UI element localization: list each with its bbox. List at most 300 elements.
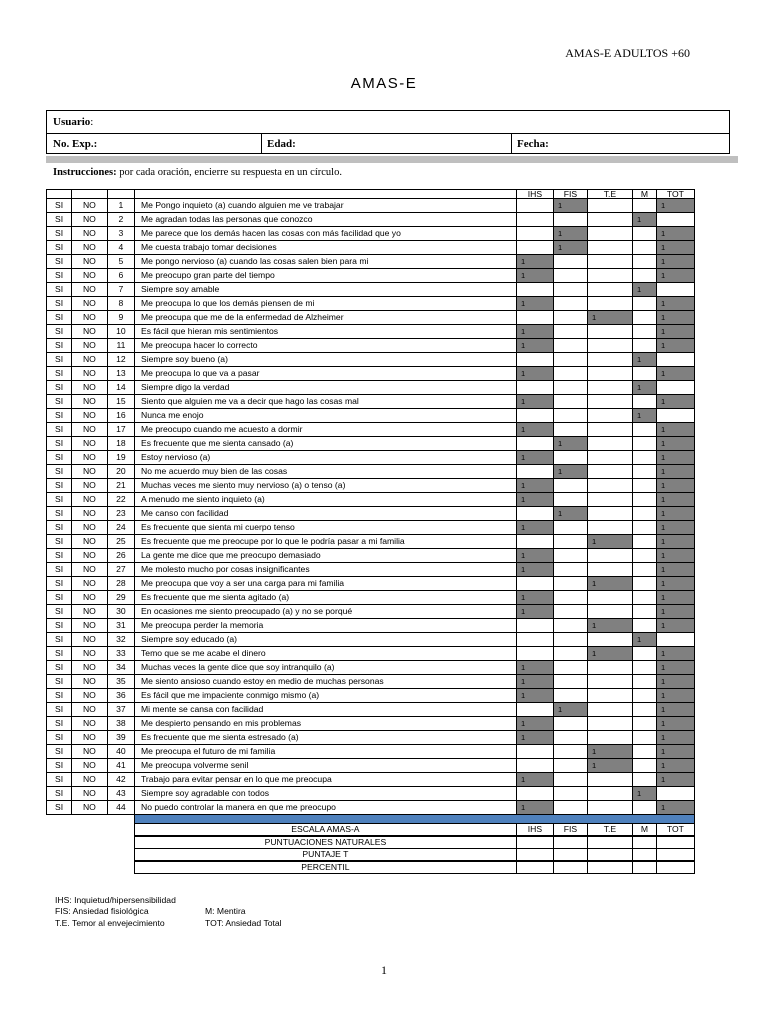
score-cell: [632, 758, 657, 773]
score-cell: [516, 310, 554, 325]
score-cell: [632, 730, 657, 745]
score-mark-m: 1: [632, 786, 657, 801]
item-text: [134, 408, 517, 423]
score-cell: [553, 338, 588, 353]
answer-no[interactable]: NO: [71, 800, 108, 815]
score-cell: [587, 394, 633, 409]
score-cell: [587, 674, 633, 689]
score-cell: [587, 254, 633, 269]
score-cell: [587, 226, 633, 241]
score-cell: [553, 646, 588, 661]
score-mark-fis: 1: [553, 464, 588, 479]
score-cell: [632, 240, 657, 255]
score-mark-tot: 1: [656, 562, 695, 577]
answer-si[interactable]: SI: [46, 646, 72, 661]
answer-no[interactable]: NO: [71, 660, 108, 675]
score-cell: [632, 226, 657, 241]
answer-si[interactable]: SI: [46, 548, 72, 563]
item-number: 11: [107, 338, 135, 353]
item-number: 19: [107, 450, 135, 465]
score-mark-fis: 1: [553, 226, 588, 241]
answer-no[interactable]: NO: [71, 758, 108, 773]
answer-si[interactable]: SI: [46, 604, 72, 619]
score-mark-te: 1: [587, 576, 633, 591]
answer-si[interactable]: SI: [46, 380, 72, 395]
score-cell: [516, 786, 554, 801]
summary-column-header: IHS: [516, 823, 554, 836]
answer-no[interactable]: NO: [71, 590, 108, 605]
score-mark-tot: 1: [656, 702, 695, 717]
question-text: No puedo controlar la manera en que me preocupo: [141, 802, 336, 813]
score-cell: [553, 534, 588, 549]
item-number: 6: [107, 268, 135, 283]
score-mark-tot: 1: [656, 604, 695, 619]
item-text: [134, 310, 517, 325]
answer-no[interactable]: NO: [71, 380, 108, 395]
score-cell: [587, 786, 633, 801]
summary-score-field[interactable]: [632, 848, 657, 861]
score-mark-ihs: 1: [516, 674, 554, 689]
summary-row-label: PUNTAJE T: [134, 848, 517, 861]
answer-no[interactable]: NO: [71, 352, 108, 367]
usuario-label: Usuario: [53, 116, 91, 128]
answer-si[interactable]: SI: [46, 478, 72, 493]
question-text: Me parece que los demás hacen las cosas con más facilidad que yo: [141, 228, 401, 239]
item-number: 24: [107, 520, 135, 535]
summary-column-header: T.E: [587, 823, 633, 836]
summary-score-field[interactable]: [587, 848, 633, 861]
item-text: [134, 632, 517, 647]
score-cell: [553, 492, 588, 507]
item-text: [134, 730, 517, 745]
exp-label: No. Exp.:: [53, 137, 98, 150]
item-number: 4: [107, 240, 135, 255]
answer-no[interactable]: NO: [71, 324, 108, 339]
answer-no[interactable]: NO: [71, 562, 108, 577]
item-text: [134, 394, 517, 409]
answer-si[interactable]: SI: [46, 422, 72, 437]
usuario-row: [47, 111, 729, 134]
answer-no[interactable]: NO: [71, 338, 108, 353]
question-text: Me preocupa el futuro de mi familia: [141, 746, 276, 757]
question-text: Me siento ansioso cuando estoy en medio de muchas personas: [141, 676, 384, 687]
item-text: [134, 436, 517, 451]
summary-score-field[interactable]: [516, 836, 554, 849]
summary-score-field[interactable]: [553, 836, 588, 849]
score-mark-tot: 1: [656, 520, 695, 535]
answer-si[interactable]: SI: [46, 450, 72, 465]
answer-si[interactable]: SI: [46, 730, 72, 745]
answer-no[interactable]: NO: [71, 506, 108, 521]
item-text: [134, 506, 517, 521]
answer-si[interactable]: SI: [46, 576, 72, 591]
score-cell: [587, 716, 633, 731]
item-number: 41: [107, 758, 135, 773]
score-cell: [632, 674, 657, 689]
answer-si[interactable]: SI: [46, 436, 72, 451]
summary-score-field[interactable]: [516, 861, 554, 874]
answer-no[interactable]: NO: [71, 744, 108, 759]
question-text: Es frecuente que sienta mi cuerpo tenso: [141, 522, 295, 533]
answer-si[interactable]: SI: [46, 758, 72, 773]
item-text: [134, 212, 517, 227]
item-text: [134, 758, 517, 773]
answer-no[interactable]: NO: [71, 254, 108, 269]
answer-si[interactable]: SI: [46, 744, 72, 759]
score-mark-te: 1: [587, 744, 633, 759]
answer-si[interactable]: SI: [46, 198, 72, 213]
score-cell: [587, 282, 633, 297]
score-cell: [632, 478, 657, 493]
score-cell: [632, 576, 657, 591]
question-text: Siempre soy educado (a): [141, 634, 238, 645]
answer-si[interactable]: SI: [46, 562, 72, 577]
item-number: 28: [107, 576, 135, 591]
answer-no[interactable]: NO: [71, 408, 108, 423]
score-cell: [587, 478, 633, 493]
score-cell: [587, 562, 633, 577]
answer-no[interactable]: NO: [71, 478, 108, 493]
score-mark-tot: 1: [656, 660, 695, 675]
answer-si[interactable]: SI: [46, 240, 72, 255]
answer-si[interactable]: SI: [46, 772, 72, 787]
answer-no[interactable]: NO: [71, 548, 108, 563]
question-text: Nunca me enojo: [141, 410, 204, 421]
item-text: [134, 296, 517, 311]
edad-label: Edad:: [267, 137, 296, 150]
item-number: 12: [107, 352, 135, 367]
score-mark-m: 1: [632, 352, 657, 367]
answer-si[interactable]: SI: [46, 702, 72, 717]
answer-si[interactable]: SI: [46, 492, 72, 507]
score-cell: [553, 800, 588, 815]
answer-si[interactable]: SI: [46, 674, 72, 689]
score-mark-tot: 1: [656, 618, 695, 633]
score-mark-tot: 1: [656, 226, 695, 241]
score-cell: [587, 506, 633, 521]
score-cell: [587, 296, 633, 311]
answer-no[interactable]: NO: [71, 394, 108, 409]
score-cell: [553, 548, 588, 563]
score-cell: [516, 380, 554, 395]
answer-no[interactable]: NO: [71, 492, 108, 507]
answer-no[interactable]: NO: [71, 268, 108, 283]
item-text: [134, 282, 517, 297]
score-mark-te: 1: [587, 310, 633, 325]
answer-si[interactable]: SI: [46, 800, 72, 815]
summary-row-label: ESCALA AMAS-A: [134, 823, 517, 836]
score-cell: [553, 744, 588, 759]
item-number: 16: [107, 408, 135, 423]
item-number: 42: [107, 772, 135, 787]
answer-si[interactable]: SI: [46, 590, 72, 605]
score-mark-te: 1: [587, 758, 633, 773]
score-cell: [587, 548, 633, 563]
summary-score-field[interactable]: [553, 848, 588, 861]
answer-si[interactable]: SI: [46, 352, 72, 367]
answer-si[interactable]: SI: [46, 464, 72, 479]
summary-score-field[interactable]: [516, 848, 554, 861]
score-cell: [516, 744, 554, 759]
score-mark-te: 1: [587, 646, 633, 661]
score-cell: [656, 282, 695, 297]
score-cell: [516, 240, 554, 255]
score-cell: [632, 702, 657, 717]
score-mark-ihs: 1: [516, 394, 554, 409]
score-mark-ihs: 1: [516, 562, 554, 577]
item-text: [134, 352, 517, 367]
answer-si[interactable]: SI: [46, 786, 72, 801]
score-mark-ihs: 1: [516, 268, 554, 283]
score-cell: [553, 716, 588, 731]
item-number: 3: [107, 226, 135, 241]
answer-si[interactable]: SI: [46, 520, 72, 535]
score-cell: [553, 674, 588, 689]
answer-no[interactable]: NO: [71, 632, 108, 647]
score-cell: [587, 730, 633, 745]
item-number: 23: [107, 506, 135, 521]
score-cell: [632, 310, 657, 325]
question-text: Me pongo nervioso (a) cuando las cosas salen bien para mi: [141, 256, 369, 267]
item-text: [134, 520, 517, 535]
question-text: Me agradan todas las personas que conozco: [141, 214, 313, 225]
answer-no[interactable]: NO: [71, 520, 108, 535]
answer-no[interactable]: NO: [71, 450, 108, 465]
item-text: [134, 548, 517, 563]
answer-no[interactable]: NO: [71, 198, 108, 213]
summary-score-field[interactable]: [656, 836, 695, 849]
item-text: [134, 716, 517, 731]
score-cell: [516, 408, 554, 423]
summary-score-field[interactable]: [632, 861, 657, 874]
answer-no[interactable]: NO: [71, 716, 108, 731]
score-mark-ihs: 1: [516, 492, 554, 507]
answer-no[interactable]: NO: [71, 534, 108, 549]
answer-si[interactable]: SI: [46, 268, 72, 283]
question-text: Me molesto mucho por cosas insignificantes: [141, 564, 310, 575]
column-header-m: M: [632, 189, 657, 199]
score-mark-tot: 1: [656, 296, 695, 311]
fecha-field[interactable]: [511, 133, 729, 154]
answer-no[interactable]: NO: [71, 464, 108, 479]
fecha-label: Fecha:: [517, 137, 549, 150]
answer-no[interactable]: NO: [71, 618, 108, 633]
answer-si[interactable]: SI: [46, 534, 72, 549]
answer-no[interactable]: NO: [71, 296, 108, 311]
summary-column-header: FIS: [553, 823, 588, 836]
score-mark-m: 1: [632, 632, 657, 647]
score-cell: [516, 576, 554, 591]
score-cell: [632, 198, 657, 213]
answer-si[interactable]: SI: [46, 310, 72, 325]
question-text: La gente me dice que me preocupo demasiado: [141, 550, 321, 561]
answer-no[interactable]: NO: [71, 688, 108, 703]
score-cell: [516, 646, 554, 661]
answer-si[interactable]: SI: [46, 716, 72, 731]
score-cell: [587, 408, 633, 423]
answer-no[interactable]: NO: [71, 646, 108, 661]
item-text: [134, 590, 517, 605]
answer-no[interactable]: NO: [71, 422, 108, 437]
score-cell: [632, 520, 657, 535]
item-number: 15: [107, 394, 135, 409]
answer-si[interactable]: SI: [46, 338, 72, 353]
questionnaire-table: [0, 189, 768, 889]
summary-score-field[interactable]: [632, 836, 657, 849]
score-cell: [587, 702, 633, 717]
score-cell: [632, 772, 657, 787]
answer-no[interactable]: NO: [71, 772, 108, 787]
summary-score-field[interactable]: [656, 861, 695, 874]
item-text: [134, 744, 517, 759]
answer-no[interactable]: NO: [71, 212, 108, 227]
edad-field[interactable]: [261, 133, 511, 154]
score-mark-tot: 1: [656, 548, 695, 563]
item-text: [134, 800, 517, 815]
answer-si[interactable]: SI: [46, 282, 72, 297]
score-mark-te: 1: [587, 618, 633, 633]
question-text: Me cuesta trabajo tomar decisiones: [141, 242, 277, 253]
score-cell: [553, 688, 588, 703]
column-header-tot: TOT: [656, 189, 695, 199]
question-text: Me preocupo cuando me acuesto a dormir: [141, 424, 303, 435]
answer-si[interactable]: SI: [46, 618, 72, 633]
item-number: 5: [107, 254, 135, 269]
score-mark-ihs: 1: [516, 450, 554, 465]
score-cell: [553, 254, 588, 269]
answer-no[interactable]: NO: [71, 436, 108, 451]
answer-no[interactable]: NO: [71, 240, 108, 255]
item-text: [134, 226, 517, 241]
item-text: [134, 786, 517, 801]
legend-m: M: Mentira: [205, 906, 246, 917]
score-cell: [656, 352, 695, 367]
question-text: En ocasiones me siento preocupado (a) y no se porqué: [141, 606, 353, 617]
score-mark-m: 1: [632, 212, 657, 227]
score-mark-m: 1: [632, 380, 657, 395]
item-number: 35: [107, 674, 135, 689]
question-text: Me preocupa lo que los demás piensen de mi: [141, 298, 315, 309]
answer-si[interactable]: SI: [46, 688, 72, 703]
score-cell: [587, 660, 633, 675]
answer-no[interactable]: NO: [71, 786, 108, 801]
answer-si[interactable]: SI: [46, 506, 72, 521]
answer-no[interactable]: NO: [71, 730, 108, 745]
score-cell: [632, 534, 657, 549]
item-text: [134, 562, 517, 577]
score-mark-tot: 1: [656, 198, 695, 213]
score-cell: [553, 576, 588, 591]
item-number: 36: [107, 688, 135, 703]
question-text: Es fácil que hieran mis sentimientos: [141, 326, 279, 337]
score-mark-tot: 1: [656, 590, 695, 605]
score-cell: [553, 296, 588, 311]
score-mark-ihs: 1: [516, 590, 554, 605]
answer-no[interactable]: NO: [71, 674, 108, 689]
score-cell: [587, 212, 633, 227]
score-mark-ihs: 1: [516, 422, 554, 437]
score-cell: [632, 254, 657, 269]
item-number: 30: [107, 604, 135, 619]
answer-no[interactable]: NO: [71, 604, 108, 619]
score-cell: [587, 422, 633, 437]
answer-no[interactable]: NO: [71, 282, 108, 297]
answer-no[interactable]: NO: [71, 576, 108, 591]
score-cell: [656, 632, 695, 647]
score-mark-ihs: 1: [516, 772, 554, 787]
score-cell: [656, 212, 695, 227]
score-cell: [587, 520, 633, 535]
legend-te: T.E. Temor al envejecimiento: [55, 917, 165, 928]
answer-si[interactable]: SI: [46, 394, 72, 409]
answer-no[interactable]: NO: [71, 702, 108, 717]
score-cell: [632, 422, 657, 437]
answer-si[interactable]: SI: [46, 408, 72, 423]
summary-score-field[interactable]: [553, 861, 588, 874]
usuario-field[interactable]: [47, 111, 729, 133]
score-cell: [587, 800, 633, 815]
question-text: Siento que alguien me va a decir que hago las cosas mal: [141, 396, 359, 407]
exp-field[interactable]: [47, 133, 261, 154]
answer-si[interactable]: SI: [46, 632, 72, 647]
score-cell: [632, 324, 657, 339]
score-mark-tot: 1: [656, 450, 695, 465]
item-number: 1: [107, 198, 135, 213]
score-cell: [553, 604, 588, 619]
patient-info-box: [46, 110, 730, 154]
item-number: 38: [107, 716, 135, 731]
item-text: [134, 338, 517, 353]
score-mark-ihs: 1: [516, 520, 554, 535]
item-text: [134, 240, 517, 255]
question-text: Siempre digo la verdad: [141, 382, 230, 393]
answer-si[interactable]: SI: [46, 324, 72, 339]
score-cell: [632, 604, 657, 619]
answer-si[interactable]: SI: [46, 660, 72, 675]
answer-si[interactable]: SI: [46, 254, 72, 269]
score-cell: [516, 632, 554, 647]
column-header-fis: FIS: [553, 189, 588, 199]
summary-score-field[interactable]: [656, 848, 695, 861]
question-text: Siempre soy amable: [141, 284, 220, 295]
score-cell: [553, 394, 588, 409]
item-number: 25: [107, 534, 135, 549]
score-cell: [516, 702, 554, 717]
score-cell: [632, 618, 657, 633]
score-mark-ihs: 1: [516, 478, 554, 493]
question-text: Es fácil que me impaciente conmigo mismo (a): [141, 690, 320, 701]
score-mark-tot: 1: [656, 436, 695, 451]
answer-no[interactable]: NO: [71, 310, 108, 325]
score-cell: [553, 324, 588, 339]
item-number: 33: [107, 646, 135, 661]
summary-score-field[interactable]: [587, 861, 633, 874]
answer-si[interactable]: SI: [46, 212, 72, 227]
answer-no[interactable]: NO: [71, 366, 108, 381]
answer-si[interactable]: SI: [46, 366, 72, 381]
score-cell: [516, 618, 554, 633]
score-cell: [553, 366, 588, 381]
score-cell: [656, 408, 695, 423]
answer-si[interactable]: SI: [46, 296, 72, 311]
question-text: Es frecuente que me preocupe por lo que le podría pasar a mi familia: [141, 536, 405, 547]
answer-no[interactable]: NO: [71, 226, 108, 241]
score-cell: [553, 408, 588, 423]
score-cell: [553, 618, 588, 633]
answer-si[interactable]: SI: [46, 226, 72, 241]
item-number: 14: [107, 380, 135, 395]
summary-score-field[interactable]: [587, 836, 633, 849]
